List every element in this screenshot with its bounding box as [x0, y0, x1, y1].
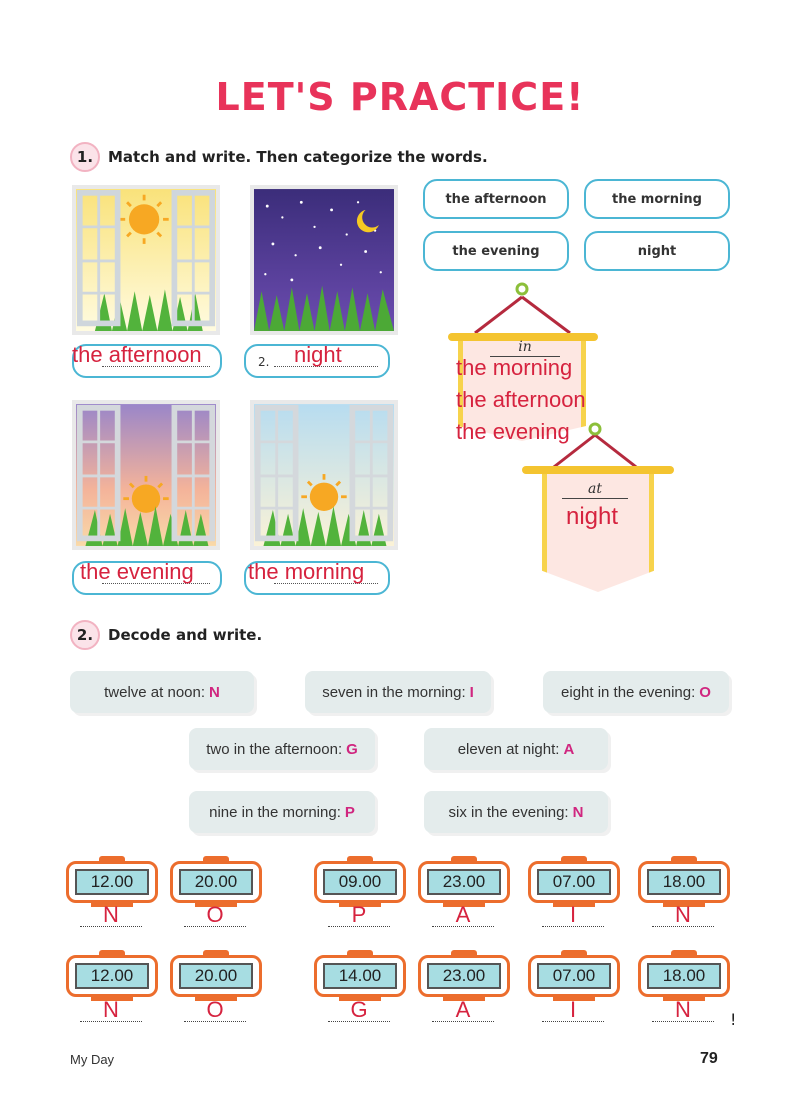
code-letter: I — [469, 683, 474, 701]
code-box — [543, 671, 729, 713]
decoded-letter: O — [206, 902, 224, 927]
morning-window-picture — [250, 400, 398, 550]
code-letter: G — [346, 740, 358, 758]
code-box — [189, 728, 375, 770]
code-text: two in the afternoon: — [206, 740, 343, 758]
banner-in-entry: the evening — [456, 419, 570, 444]
clock-time: 07.00 — [537, 963, 611, 989]
code-text: twelve at noon: — [104, 683, 206, 701]
exercise-number: 2. — [70, 620, 100, 650]
code-text: six in the evening: — [448, 803, 569, 821]
word-box-afternoon: the afternoon — [423, 179, 569, 219]
decoded-letter: A — [455, 997, 471, 1022]
code-letter: A — [563, 740, 575, 758]
decoded-letter: G — [350, 997, 368, 1022]
exercise-number: 1. — [70, 142, 100, 172]
word-box-morning: the morning — [584, 179, 730, 219]
clock-time: 18.00 — [647, 869, 721, 895]
page-title: LET'S PRACTICE! — [215, 75, 585, 119]
code-text: nine in the morning: — [209, 803, 341, 821]
banner-at-line — [562, 498, 628, 499]
digital-clock — [638, 955, 730, 997]
digital-clock — [66, 861, 158, 903]
decoded-letter: N — [675, 902, 691, 927]
word-box-evening: the evening — [423, 231, 569, 271]
clock-time: 23.00 — [427, 869, 501, 895]
code-letter: P — [344, 803, 355, 821]
digital-clock — [638, 861, 730, 903]
banner-in-heading: in — [518, 339, 532, 355]
afternoon-window-picture — [72, 185, 220, 335]
code-box — [424, 728, 608, 770]
evening-window-picture — [72, 400, 220, 550]
banner-in-entry: the morning — [456, 355, 573, 380]
digital-clock — [528, 861, 620, 903]
footer-unit-title: My Day — [70, 1052, 115, 1067]
word-box-night: night — [584, 231, 730, 271]
decoded-letter: A — [455, 902, 471, 927]
decoded-letter: N — [103, 997, 119, 1022]
exercise-2-heading — [70, 620, 262, 650]
decoded-letter: P — [351, 902, 367, 927]
handwritten-answer-1: the afternoon — [72, 342, 202, 367]
code-box — [70, 671, 254, 713]
clock-time: 20.00 — [179, 869, 253, 895]
code-box — [305, 671, 491, 713]
clock-time: 20.00 — [179, 963, 253, 989]
banner-at-heading: at — [588, 481, 602, 497]
exercise-instruction: Match and write. Then categorize the words. — [108, 148, 488, 166]
clock-time: 14.00 — [323, 963, 397, 989]
decoded-letter: I — [569, 997, 577, 1022]
code-box — [189, 791, 375, 833]
code-letter: N — [209, 683, 220, 701]
clock-time: 18.00 — [647, 963, 721, 989]
clock-time: 09.00 — [323, 869, 397, 895]
clock-time: 07.00 — [537, 869, 611, 895]
handwritten-answer-4: the morning — [248, 559, 365, 584]
night-sky-picture — [250, 185, 398, 335]
banner-at-entry: night — [566, 503, 619, 530]
page-number: 79 — [700, 1050, 718, 1067]
decoded-letter: O — [206, 997, 224, 1022]
exercise-1-heading — [70, 142, 488, 172]
clock-time: 23.00 — [427, 963, 501, 989]
clock-time: 12.00 — [75, 869, 149, 895]
decoded-letter: N — [675, 997, 691, 1022]
code-letter: N — [572, 803, 584, 821]
handwritten-answer-3: the evening — [80, 559, 194, 584]
code-text: seven in the morning: — [322, 683, 466, 701]
digital-clock — [66, 955, 158, 997]
code-text: eight in the evening: — [561, 683, 696, 701]
code-letter: O — [699, 683, 711, 701]
banner-in-entry: the afternoon — [456, 387, 586, 412]
code-box — [424, 791, 608, 833]
digital-clock — [314, 861, 406, 903]
answer-number: 2. — [258, 355, 270, 369]
digital-clock — [528, 955, 620, 997]
handwritten-answer-2: night — [294, 342, 342, 367]
banner-at-rod — [522, 466, 674, 474]
clock-time: 12.00 — [75, 963, 149, 989]
decoded-letter: N — [103, 902, 119, 927]
exercise-instruction: Decode and write. — [108, 626, 263, 644]
digital-clock — [314, 955, 406, 997]
code-text: eleven at night: — [457, 740, 560, 758]
digital-clock — [170, 861, 262, 903]
digital-clock — [418, 955, 510, 997]
digital-clock — [170, 955, 262, 997]
decoded-letter: I — [569, 902, 577, 927]
digital-clock — [418, 861, 510, 903]
exclamation-mark: ! — [730, 1010, 737, 1029]
